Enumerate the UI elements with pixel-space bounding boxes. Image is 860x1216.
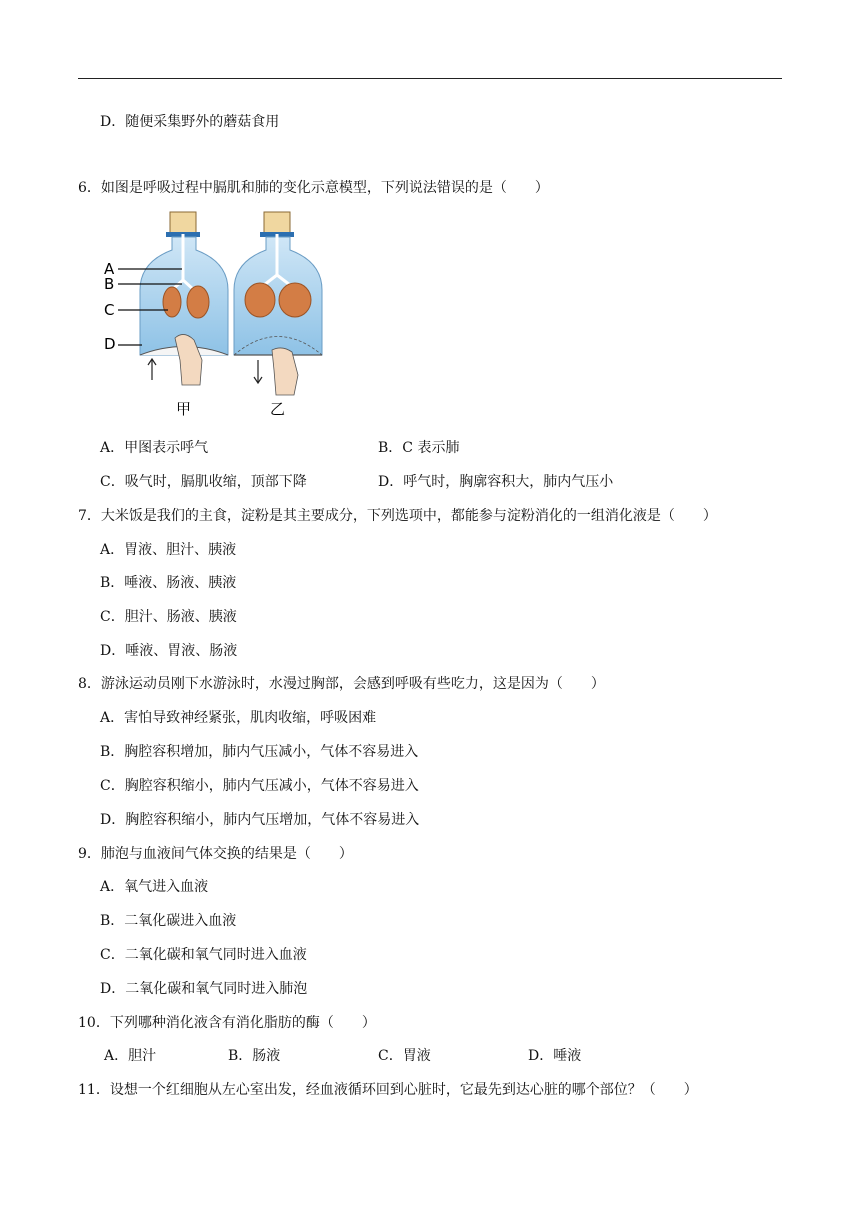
caption-right: 乙 <box>270 400 286 418</box>
q7-option-a: A．胃液、胆汁、胰液 <box>100 542 237 558</box>
jar-left <box>140 212 228 385</box>
q7-option-c: C．胆汁、肠液、胰液 <box>100 609 237 625</box>
q6-option-d: D．呼气时，胸廓容积大，肺内气压小 <box>378 474 614 490</box>
prev-option-d: D．随便采集野外的蘑菇食用 <box>100 114 280 130</box>
q9-option-b: B．二氧化碳进入血液 <box>100 913 237 929</box>
q9-option-c: C．二氧化碳和氧气同时进入血液 <box>100 947 307 963</box>
label-a: A <box>104 260 115 278</box>
label-d: D <box>104 335 116 353</box>
q6-option-c: C．吸气时，膈肌收缩，顶部下降 <box>100 474 307 490</box>
q6-stem: 6．如图是呼吸过程中膈肌和肺的变化示意模型，下列说法错误的是（ ） <box>78 180 549 196</box>
q8-option-c: C．胸腔容积缩小，肺内气压减小，气体不容易进入 <box>100 778 419 794</box>
q6-option-a: A．甲图表示呼气 <box>100 440 209 456</box>
q7-option-b: B．唾液、肠液、胰液 <box>100 575 237 591</box>
q9-stem: 9．肺泡与血液间气体交换的结果是（ ） <box>78 846 353 862</box>
caption-left: 甲 <box>176 400 192 418</box>
q10-option-b: B．肠液 <box>228 1048 281 1064</box>
label-b: B <box>104 275 115 293</box>
q8-option-b: B．胸腔容积增加，肺内气压减小，气体不容易进入 <box>100 744 419 760</box>
jar-right <box>234 212 322 395</box>
q10-option-c: C．胃液 <box>378 1048 431 1064</box>
q9-option-d: D．二氧化碳和氧气同时进入肺泡 <box>100 981 308 997</box>
q10-option-a: A．胆汁 <box>104 1048 157 1064</box>
q11-stem: 11．设想一个红细胞从左心室出发，经血液循环回到心脏时，它最先到达心脏的哪个部位？（ ） <box>78 1082 698 1098</box>
q8-option-d: D．胸腔容积缩小，肺内气压增加，气体不容易进入 <box>100 812 420 828</box>
respiration-model-figure <box>100 210 340 425</box>
header-rule <box>78 78 782 79</box>
q8-stem: 8．游泳运动员刚下水游泳时，水漫过胸部，会感到呼吸有些吃力，这是因为（ ） <box>78 676 605 692</box>
label-c: C <box>104 301 115 319</box>
q8-option-a: A．害怕导致神经紧张，肌肉收缩，呼吸困难 <box>100 710 377 726</box>
q10-option-d: D．唾液 <box>528 1048 582 1064</box>
q10-stem: 10．下列哪种消化液含有消化脂肪的酶（ ） <box>78 1015 376 1031</box>
q6-option-b: B．C 表示肺 <box>378 440 460 456</box>
q7-option-d: D．唾液、胃液、肠液 <box>100 643 238 659</box>
q7-stem: 7．大米饭是我们的主食，淀粉是其主要成分，下列选项中，都能参与淀粉消化的一组消化液是（ ） <box>78 508 717 524</box>
q9-option-a: A．氧气进入血液 <box>100 879 209 895</box>
